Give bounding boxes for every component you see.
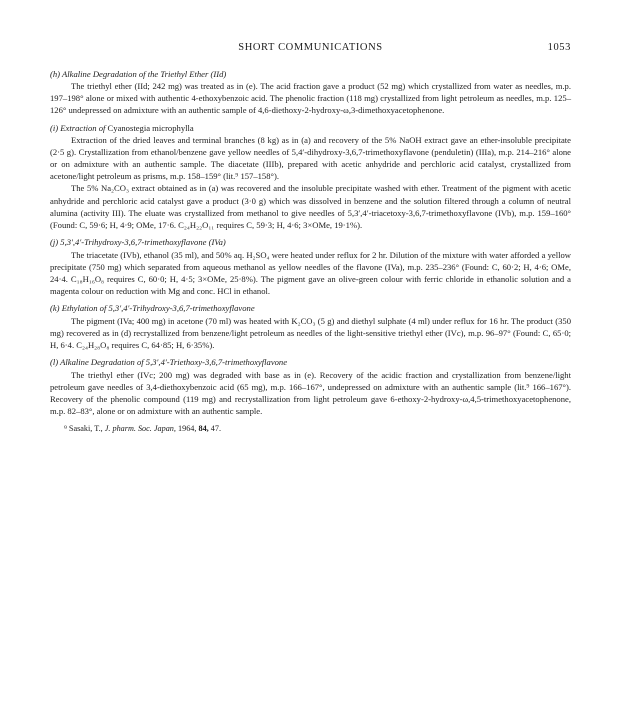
section-l bbox=[50, 356, 571, 416]
paragraph: The pigment (IVa; 400 mg) in acetone (70 ml) was heated with K₂CO₃ (5 g) and diethyl sulphate (4 ml) under reflux for 16 hr. The product (350 mg) recovered as in (d) recrystallized from benzene/light petroleum as needles of the light-sensitive triethyl ether (IVc), m.p. 96–97° (Found: C, 65·0; H, 6·4. C₂₄H₂₈O₈ requires C, 64·85; H, 6·35%). bbox=[50, 315, 571, 350]
section-title: Ethylation of 5,3′,4′-Trihydroxy-3,6,7-trimethoxyflavone bbox=[61, 303, 255, 314]
section-title: Cyanostegia microphylla bbox=[107, 122, 194, 133]
section-i bbox=[50, 122, 571, 231]
paragraph: The triacetate (IVb), ethanol (35 ml), and 50% aq. H₂SO₄ were heated under reflux for 2 hr. Dilution of the mixture with water afforded a yellow precipitate (750 mg) which separated from aqueous methanol as yellow needles of the flavone (IVa), m.p. 235–236° (Found: C, 60·2; H, 4·6; OMe, 24·4. C₁₈H₁₆O₈ requires C, 60·0; H, 4·5; 3×OMe, 25·8%). The pigment gave an olive-green colour with ferric chloride in ethanolic solution and a magenta colour on reduction with Mg and conc. HCl in ethanol. bbox=[50, 249, 571, 296]
running-head bbox=[50, 42, 571, 56]
section-title: Alkaline Degradation of the Triethyl Ether (IId) bbox=[62, 69, 227, 79]
running-title: SHORT COMMUNICATIONS bbox=[238, 42, 383, 53]
section-heading: (h) Alkaline Degradation of the Triethyl Ether (IId) bbox=[50, 69, 227, 79]
footnote: ⁹ Sasaki, T., J. pharm. Soc. Japan, 1964, 84, 47. bbox=[64, 423, 221, 433]
paragraph: The triethyl ether (IVc; 200 mg) was degraded with base as in (e). Recovery of the acidic fraction and crystallization from benzene/light petroleum gave needles of 3,4-diethoxybenzoic acid (65 mg), m.p. 166–167°, undepressed on admixture with an authentic sample (lit.⁹ 166–167°). Recovery of the phenolic compound (119 mg) and recrystallization from light petroleum gave 6-ethoxy-2-hydroxy-ω,4,5-trimethoxyacetophenone, m.p. 82–83°, alone or on admixture with an authentic sample. bbox=[50, 369, 571, 416]
section-title: 5,3′,4′-Trihydroxy-3,6,7-trimethoxyflavone (IVa) bbox=[60, 237, 226, 248]
section-j bbox=[50, 236, 571, 296]
section-heading: (j) 5,3′,4′-Trihydroxy-3,6,7-trimethoxyflavone (IVa) bbox=[50, 237, 226, 248]
paragraph: The triethyl ether (IId; 242 mg) was treated as in (e). The acid fraction gave a product (52 mg) which crystallized from water as needles, m.p. 197–198° alone or mixed with authentic 4-ethoxybenzoic acid. The phenolic fraction (118 mg) crystallized from light petroleum as needles, m.p. 125–126° undepressed on admixture with an authentic sample of 4,6-diethoxy-2-hydroxy-ω,3-dimethoxyacetophenone. bbox=[50, 81, 571, 116]
page-number: 1053 bbox=[547, 42, 571, 53]
section-h bbox=[50, 68, 571, 116]
section-heading: (k) Ethylation of 5,3′,4′-Trihydroxy-3,6,7-trimethoxyflavone bbox=[50, 303, 255, 314]
paragraph: Extraction of the dried leaves and terminal branches (8 kg) as in (a) and recovery of the 5% NaOH extract gave an ether-insoluble precipitate (2·5 g). Crystallization from ethanol/benzene gave yellow needles of 5,4′-dihydroxy-3,6,7-trimethoxyflavone (penduletin) (IIIa), m.p. 214–216° alone or on admixture with an authentic sample. The diacetate (IIIb), prepared with acetic anhydride and perchloric acid catalyst, crystallized from acetone/light petroleum as prisms, m.p. 158–159° (lit.⁹ 157–158°). bbox=[50, 135, 571, 182]
article-body bbox=[50, 68, 571, 443]
paragraph: The 5% Na₂CO₃ extract obtained as in (a) was recovered and the insoluble precipitate washed with ether. Treatment of the pigment with acetic anhydride and perchloric acid catalyst gave a product (3·0 g) which was dissolved in benzene and the solution filtered through a column of neutral alumina (activity III). The eluate was crystallized from methanol to give needles of 5,3′,4′-triacetoxy-3,6,7-trimethoxyflavone (IVb), m.p. 159–160° (Found: C, 59·6; H, 4·9; OMe, 17·6. C₂₄H₂₂O₁₁ requires C, 59·3; H, 4·6; 3×OMe, 19·1%). bbox=[50, 183, 571, 230]
section-title: Alkaline Degradation of 5,3′,4′-Triethoxy-3,6,7-trimethoxyflavone bbox=[60, 357, 288, 368]
section-heading: (i) Extraction of Cyanostegia microphylla bbox=[50, 122, 194, 133]
section-heading: (l) Alkaline Degradation of 5,3′,4′-Triethoxy-3,6,7-trimethoxyflavone bbox=[50, 357, 288, 368]
section-k bbox=[50, 302, 571, 350]
